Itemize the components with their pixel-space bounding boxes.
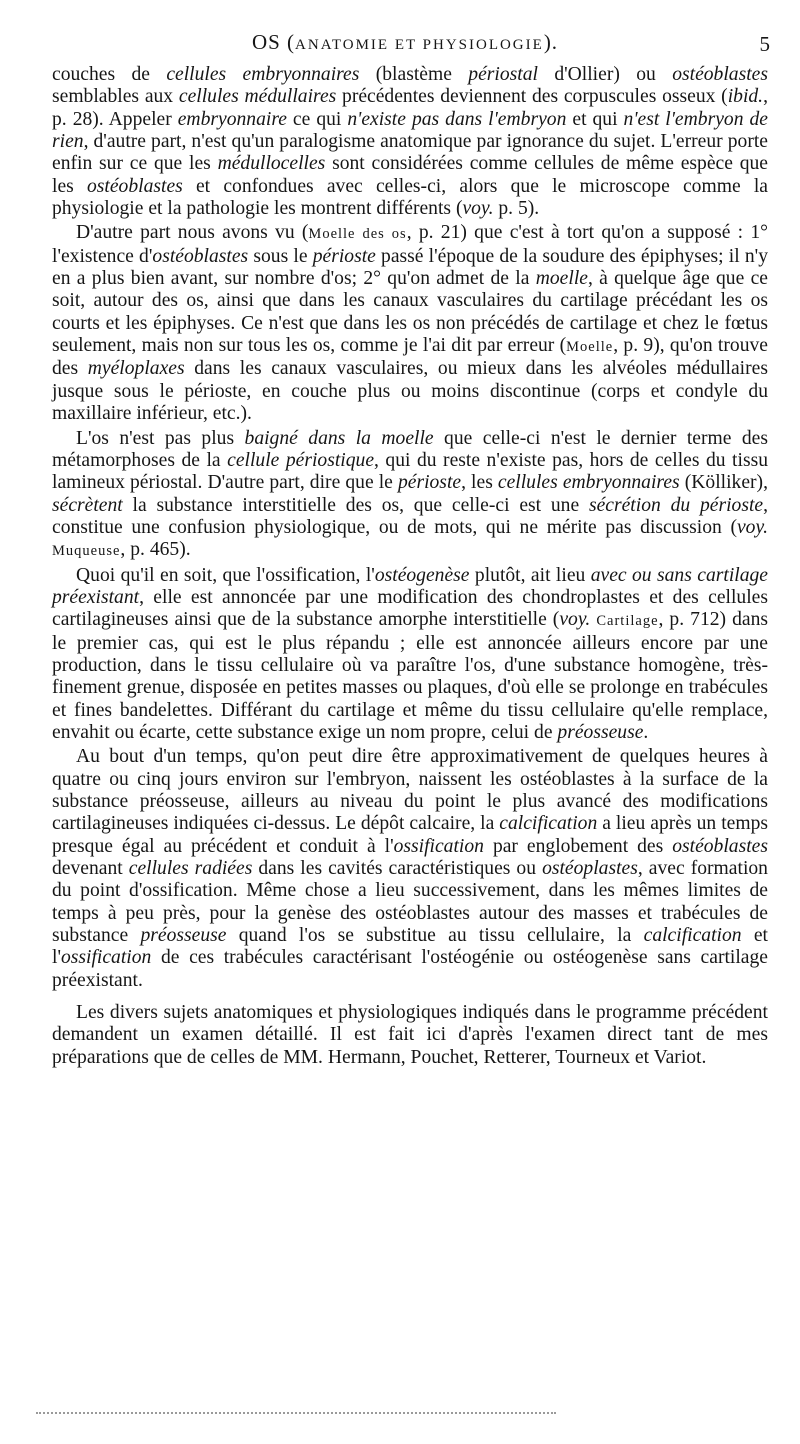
running-head: OS (ANATOMIE ET PHYSIOLOGIE). — [251, 30, 559, 54]
body-text — [52, 64, 768, 1071]
paragraph-6: Les divers sujets anatomiques et physiologiques indiqués dans le programme précédent demandent un examen détaillé. Il est fait ici d'après l'examen direct tant de mes préparations que de celles de MM. Hermann, Pouchet, Retterer, Tourneux et Variot. — [52, 1002, 768, 1068]
paragraph-2: D'autre part nous avons vu (Moelle des os, p. 21) que c'est à tort qu'on a supposé : 1° l'existence d'ostéoblastes sous le périoste passé l'époque de la soudure des épiphyses; il n'y en a plus bien avant, sur nombre d'os; 2° qu'on admet de la moelle, à quelque âge que ce soit, autour des os, ainsi que dans les canaux vasculaires du cartilage précédant les os courts et les épiphyses. Ce n'est que dans les os non précédés de cartilage et chez le fœtus seulement, mais non sur tous les os, comme je l'ai dit par erreur (Moelle, p. 9), qu'on trouve des myéloplaxes dans les canaux vasculaires, ou mieux dans les alvéoles médullaires jusque sous le périoste, en couche plus ou moins discontinue (corps et condyle du maxillaire inférieur, etc.). — [52, 222, 769, 425]
paragraph-1: couches de cellules embryonnaires (blastème périostal d'Ollier) ou ostéoblastes semblables aux cellules médullaires précédentes deviennent des corpuscules osseux (ibid., p. 28). Appeler embryonnaire ce qui n'existe pas dans l'embryon et qui n'est l'embryon de rien, d'autre part, n'est qu'un paralogisme anatomique par ignorance du sujet. L'erreur porte enfin sur ce que les médullocelles sont considérées comme cellules de même espèce que les ostéoblastes et confondues avec celles-ci, alors que le microscope comme la physiologie et la pathologie les montrent différents (voy. p. 5). — [52, 64, 768, 220]
page-number: 5 — [759, 32, 770, 56]
paragraph-4: Quoi qu'il en soit, que l'ossification, l'ostéogenèse plutôt, ait lieu avec ou sans cartilage préexistant, elle est annoncée par une modification des chondroplastes et des cellules cartilagineuses ainsi que de la substance amorphe interstitielle (voy. Cartilage, p. 712) dans le premier cas, qui est le plus répandu ; elle est annoncée ailleurs encore par une production, dans le tissu cellulaire où va paraître l'os, d'une substance homogène, très-finement grenue, disposée en petites masses ou plaques, d'où elle se prolonge en trabécules et fines bandelettes. Différant du cartilage et même du tissu cellulaire qu'elle remplace, envahit ou écarte, cette substance exige un nom propre, celui de préosseuse. — [52, 564, 769, 743]
paragraph-5: Au bout d'un temps, qu'on peut dire être approximativement de quelques heures à quatre ou cinq jours environ sur l'embryon, naissent les ostéoblastes à la surface de la substance préosseuse, ailleurs au niveau du point le plus avancé des modifications cartilagineuses indiquées ci-dessus. Le dépôt calcaire, la calcification a lieu après un temps presque égal au précédent et conduit à l'ossification par englobement des ostéoblastes devenant cellules radiées dans les cavités caractéristiques ou ostéoplastes, avec formation du point d'ossification. Même chose a lieu successivement, dans les mêmes limites de temps à peu près, pour la genèse des ostéoblastes autour des masses et trabécules de substance préosseuse quand l'os se substitue au tissu cellulaire, la calcification et l'ossification de ces trabécules caractérisant l'ostéogénie ou ostéogenèse sans cartilage préexistant. — [52, 746, 769, 991]
footer-dotted-rule — [36, 1412, 556, 1414]
paragraph-3: L'os n'est pas plus baigné dans la moelle que celle-ci n'est le dernier terme des métamorphoses de la cellule périostique, qui du reste n'existe pas, hors de celles du tissu lamineux périostal. D'autre part, dire que le périoste, les cellules embryonnaires (Kölliker), sécrètent la substance interstitielle des os, que celle-ci est une sécrétion du périoste, constitue une confusion physiologique, ou de mots, qui ne mérite pas discussion (voy. Muqueuse, p. 465). — [52, 427, 768, 561]
page-header — [40, 30, 770, 60]
